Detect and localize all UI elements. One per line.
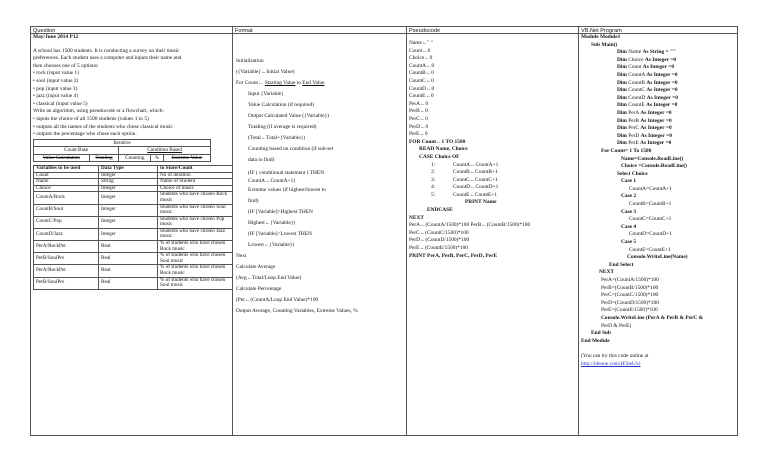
vb-dim-var: CountC (628, 87, 646, 94)
pseudo-case-num: 5: (431, 191, 436, 198)
vb-dim-init: =0 (665, 109, 672, 116)
vb-dim-kw: Dim (617, 87, 627, 94)
pseudo-case-stmt: CountE←CountE+1 (453, 191, 498, 198)
header-question: Question (30, 26, 233, 34)
option-line: • classical (input value 5) (33, 100, 88, 107)
pseudo-case-num: 3: (431, 176, 436, 183)
pseudo-for: FOR Count←1 TO 1500 (409, 138, 466, 145)
vb-dim-var: CountA (628, 71, 646, 78)
vb-end-module: End Module (581, 337, 610, 344)
vb-dim-init: =0 (671, 79, 678, 86)
var-store: Name of Student (158, 179, 233, 186)
var-name: PerA/RockPer (34, 241, 99, 253)
vb-dim-init: =0 (670, 56, 677, 63)
variables-table (33, 165, 233, 290)
fmt-extreme: Extreme values (if highest/lowest to (248, 187, 326, 193)
vb-dim-kw: Dim (617, 94, 627, 101)
vb-dim-type: As Integer (646, 71, 671, 78)
vb-dim-init: =0 (665, 125, 672, 132)
var-store: No of iteration (158, 172, 233, 179)
var-store: Students who have chosen Rock music (158, 192, 233, 204)
intro-line: preferences. Each student uses a computer and inputs their name and (33, 55, 182, 62)
question-text (31, 48, 232, 139)
vb-dim-init: =0 (666, 132, 672, 139)
vb-dim-line (617, 72, 737, 80)
req-line: • outputs the percentage who chose each option. (33, 131, 137, 138)
pseudo-case-stmt: CountD←CountD+1 (453, 184, 499, 191)
vb-case-stmt: CountE=CountE+1 (629, 246, 671, 253)
vbnet-column (579, 34, 738, 436)
var-name: CountC/Pop (34, 216, 99, 228)
vb-dim-line (617, 110, 737, 118)
vb-dim-line (617, 49, 737, 57)
var-header-name: Variables to be used (34, 165, 99, 172)
vb-dim-kw: Dim (617, 64, 627, 71)
intro-line: then chooses one of 5 options: (33, 62, 99, 69)
var-name: CountB/Soul (34, 204, 99, 216)
vb-case-stmt: CountA=CountA+1 (629, 185, 672, 192)
vb-online-note: (You can try this code online at (581, 353, 649, 360)
pseudo-case-stmt: CountA←CountA+1 (453, 161, 499, 168)
write-line: Write an algorithm, using pseudocode or a flowchart, which: (33, 108, 164, 115)
vb-dim-var: PerE (628, 140, 639, 147)
pseudo-per-line: PerA←(CountA/1500)*100 PerB←(CountB/1500)*100 (409, 222, 531, 229)
vb-name-read: Name=Console.ReadLine() (621, 155, 684, 162)
vb-dim-type: As Integer (646, 94, 671, 101)
pseudocode-column (407, 34, 579, 436)
pseudo-case-stmt: CountC←CountC+1 (453, 176, 498, 183)
var-store: Students who have chosen Soul music (158, 204, 233, 216)
iter-count-based: Count Base (34, 147, 119, 154)
iter-top: Iterative (34, 139, 211, 146)
vb-dim-type: As Integer (644, 56, 669, 63)
vb-dim-type: As Integer (646, 79, 671, 86)
vb-dim-type: As Integer (640, 140, 665, 147)
pseudo-case-line (409, 177, 578, 185)
vb-end-sub: End Sub (591, 330, 611, 337)
vb-per-line: PerE=(CountE/1500)*100 (601, 307, 658, 314)
var-header-store: to Store/Count (158, 165, 233, 172)
vb-dim-init: =0 (671, 71, 678, 78)
var-type: Integer (99, 204, 158, 216)
pseudo-init-line: Name←" " (409, 40, 434, 46)
vb-write-all-text: Console.WriteLine (PerA & PerB & PerC & (601, 314, 704, 321)
var-row (34, 216, 233, 228)
vb-case-label: Case 5 (621, 239, 637, 246)
pseudo-init-line: Count←0 (409, 47, 431, 54)
vb-case-label: Case 1 (621, 178, 637, 185)
iter-extreme: Extreme Value (163, 154, 210, 161)
vb-select: Select Choice (617, 170, 648, 177)
pseudo-init-line: PerD←0 (409, 123, 429, 130)
fmt-calc-avg: Calculate Average (236, 264, 276, 270)
var-store: Students who have chosen Jazz music (158, 228, 233, 240)
vb-dim-line (617, 64, 737, 72)
pseudo-init-line: CountA←0 (409, 62, 435, 69)
var-store: % of students who have chosen Rock music (158, 241, 233, 253)
var-name: CountA/Rock (34, 192, 99, 204)
option-line: • soul (input value 2) (33, 77, 79, 84)
var-store: Students who have chosen Pop music (158, 216, 233, 228)
vb-choice-read: Choice =Console.ReadLine() (621, 163, 687, 170)
pseudo-init-line: CountE←0 (409, 93, 434, 100)
fmt-calc-pct: Calculate Percentage (236, 286, 282, 292)
var-row (34, 241, 233, 253)
vb-dim-kw: Dim (617, 125, 627, 132)
vb-dim-var: PerB (628, 117, 640, 124)
vb-dim-type: As Integer (646, 87, 671, 94)
vb-case-stmt: CountD=CountD+1 (629, 231, 672, 238)
pseudo-case-line (409, 162, 578, 170)
vb-end-select: End Select (609, 261, 634, 268)
document-page (30, 26, 738, 436)
vb-module: Module Module1 (581, 34, 621, 40)
vb-dim-init: =0 (665, 140, 672, 147)
header-vbnet: VB.Net Program (579, 26, 738, 34)
vb-dim-kw: Dim (617, 109, 627, 116)
fmt-totaling: Totaling (if average is required) (248, 124, 317, 130)
pseudo-endcase: ENDCASE (427, 207, 453, 214)
vb-dim-init: =0 (672, 94, 678, 101)
vb-dim-kw: Dim (617, 132, 627, 139)
vb-case-stmt: CountB=CountB+1 (629, 201, 672, 208)
var-row (34, 192, 233, 204)
pseudo-cases-block (409, 162, 578, 200)
var-type: Integer (99, 185, 158, 192)
var-store: Choice of music (158, 185, 233, 192)
vb-write-name: Console.WriteLine(Name) (627, 254, 688, 261)
req-line: • outputs all the names of the students who chose classical music (33, 123, 173, 130)
vb-per-line: PerB=(CountB/1500)*100 (601, 284, 659, 291)
pseudo-print-name: PRINT Name (465, 199, 497, 206)
fmt-total-expr: (Total←Total+{Variable}) (248, 135, 306, 141)
fmt-if-low: (IF [Variable]<Lowest THEN (248, 231, 313, 237)
var-name: CountD/Jazz (34, 228, 99, 240)
fmt-init-value: ({Variable}←Initial Value) (236, 69, 295, 75)
fmt-value-calc: Value Calculation (if required) (248, 102, 315, 108)
fmt-for (236, 78, 406, 89)
vb-dim-line (617, 95, 737, 103)
var-name: Count (34, 172, 99, 179)
fmt-if-cond: (IF ( conditional statement ) THEN (248, 170, 325, 176)
fmt-count-inc: CountA←CountA+1) (248, 178, 296, 184)
var-name: PerB/SoulPer (34, 253, 99, 265)
vb-dim-type: As Integer (640, 117, 665, 124)
fmt-avg-expr: (Avg←Total/Loop End Value) (236, 275, 302, 281)
vb-per-line: PerD=(CountD/1500)*100 (601, 299, 659, 306)
var-row (34, 277, 233, 289)
iter-counting: Counting (119, 154, 151, 161)
vb-dim-var: CountD (628, 94, 646, 101)
vb-per-line: PerC=(CountC/1500)*100 (601, 292, 659, 299)
pseudo-init-line: PerB←0 (409, 108, 428, 115)
vb-dims-block (581, 49, 737, 148)
vb-dim-init: =0 (671, 102, 678, 109)
vb-dim-type: As Integer (642, 64, 667, 71)
var-name: Choice (34, 185, 99, 192)
pseudo-init-line: CountC←0 (409, 77, 434, 84)
vb-dim-line (617, 87, 737, 95)
iter-value-calc: Value Calculation (34, 154, 90, 161)
vb-dim-kw: Dim (617, 56, 627, 63)
pseudo-case-num: 2: (431, 169, 436, 176)
pseudo-case-num: 1: (431, 161, 436, 168)
fmt-lowest: Lowest←{Variable}) (248, 242, 295, 248)
iter-percent: % (151, 154, 163, 161)
vb-dim-kw: Dim (617, 79, 627, 86)
var-store: % of students who have chosen Soul music (158, 277, 233, 289)
option-line: • jazz (input value 4) (33, 93, 78, 100)
pseudo-next: NEXT (409, 214, 424, 221)
var-type: Real (99, 253, 158, 265)
var-type: Real (99, 277, 158, 289)
pseudo-per-line: PerC←(CountC/1500)*100 (409, 229, 469, 236)
var-name: PerB/SoulPer (34, 277, 99, 289)
format-column (233, 34, 407, 436)
var-name: PerA/RockPer (34, 265, 99, 277)
var-row (34, 204, 233, 216)
ideone-link[interactable]: http://ideone.com/H5beUx) (581, 360, 641, 367)
pseudo-case-stmt: CountB←CountB+1 (453, 169, 498, 176)
fmt-for-start: Starting Value (264, 80, 296, 86)
vb-cases-block (581, 178, 737, 254)
vb-dim-var: PerD (628, 132, 640, 139)
var-type: Real (99, 265, 158, 277)
vb-dim-type: As Integer (640, 132, 665, 139)
vb-dim-kw: Dim (617, 140, 627, 147)
pseudo-init-line: PerE←0 (409, 131, 428, 138)
header-pseudocode: Pseudocode (407, 26, 579, 34)
vb-dim-init: =0 (671, 87, 678, 94)
fmt-for-to: to (296, 80, 301, 86)
var-type: String (99, 179, 158, 186)
vb-dim-var: PerC (628, 125, 640, 132)
var-row (34, 228, 233, 240)
vb-dim-line (617, 80, 737, 88)
vb-case-stmt: CountC=CountC+1 (629, 216, 672, 223)
vb-dim-var: PerA (628, 109, 640, 116)
fmt-for-end: End Value (302, 80, 325, 86)
vb-dim-line (617, 140, 737, 148)
pseudo-init-line: PerA←0 (409, 100, 429, 107)
vb-dim-init: = "" (665, 49, 676, 56)
var-header-type: Data Type (99, 165, 158, 172)
pseudo-per-line: PerE←(CountE/1500)*100 (409, 245, 468, 252)
pseudo-case: CASE Choice OF (419, 153, 460, 160)
pseudo-init-line: Choice←0 (409, 55, 433, 62)
pseudo-per-line: PerD←(CountD/1500)*100 (409, 237, 470, 244)
vb-write-all (581, 315, 737, 323)
pseudo-init-line: PerC←0 (409, 115, 428, 122)
var-type: Integer (99, 216, 158, 228)
vb-next: NEXT (599, 269, 614, 276)
intro-line: A school has 1500 students. It is conducting a survey on their music (33, 47, 180, 54)
var-row (34, 265, 233, 277)
fmt-for-prefix: For Count← (236, 80, 264, 86)
var-store: % of students who have chosen Soul music (158, 253, 233, 265)
vb-case-label: Case 2 (621, 193, 637, 200)
fmt-highest: Highest←{Variable}) (248, 220, 296, 226)
vb-per-line: PerA=(CountA/1500)*100 (601, 277, 659, 283)
vb-dim-kw: Dim (617, 102, 627, 109)
req-line: • inputs the choice of all 1500 students (values 1 to 5) (33, 115, 149, 122)
fmt-input: Input {Variable} (248, 91, 284, 97)
vb-case-label: Case 3 (621, 208, 637, 215)
vb-dim-line (617, 102, 737, 110)
pseudo-case-line (409, 169, 578, 177)
fmt-pct-expr: (Per←(CountA/Loop End Value)*100 (236, 297, 319, 303)
fmt-initialization: Initialization (236, 58, 264, 64)
fmt-output-calc: Output Calculated Value ({Variable}) (248, 113, 329, 119)
fmt-counting: Counting based on condition (if sub-set (248, 146, 334, 152)
pseudo-init-block (409, 40, 578, 139)
var-store: % of students who have chosen Rock music (158, 265, 233, 277)
vb-dim-type: As Integer (646, 102, 671, 109)
iter-totaling: Totaling (89, 154, 118, 161)
vb-dim-line (617, 133, 737, 141)
pseudo-case-line (409, 192, 578, 200)
vb-dim-line (617, 57, 737, 65)
vb-dim-init: =0 (665, 117, 672, 124)
vb-dim-var: Count (628, 64, 642, 71)
pseudo-case-num: 4: (431, 184, 436, 191)
vb-case-label: Case 4 (621, 223, 637, 230)
var-type: Integer (99, 172, 158, 179)
option-line: • rock (input value 1) (33, 70, 79, 77)
vb-dim-kw: Dim (617, 117, 627, 124)
pseudo-init-line: CountB←0 (409, 70, 434, 77)
pseudo-read (409, 146, 578, 154)
option-line: • pop (input value 3) (33, 85, 78, 92)
fmt-next: Next (236, 253, 247, 259)
fmt-output: Output Average, Counting Variables, Extreme Values, % (236, 308, 358, 314)
fmt-counting2: data to find) (248, 157, 275, 163)
var-type: Real (99, 241, 158, 253)
vb-dim-var: Choice (628, 56, 644, 63)
vb-write-all2: PerD & PerE) (601, 322, 632, 329)
vb-dim-kw: Dim (617, 71, 627, 78)
vb-dim-type: As Integer (640, 109, 665, 116)
vb-dim-kw: Dim (617, 49, 627, 56)
pseudo-print-all: PRINT PerA, PerB, PerC, PerD, PerE (409, 252, 498, 259)
iter-condition-based: Condition Based (119, 147, 211, 154)
vb-dim-line (617, 125, 737, 133)
var-type: Integer (99, 192, 158, 204)
pseudo-read-text: READ Name, Choice (419, 146, 468, 153)
vb-per-block (581, 277, 737, 315)
vb-sub: Sub Main() (591, 41, 618, 48)
var-row (34, 179, 233, 186)
fmt-extreme2: find) (248, 198, 259, 204)
header-format: Format (233, 26, 407, 34)
vb-dim-line (617, 118, 737, 126)
var-type: Integer (99, 228, 158, 240)
vb-dim-var: CountE (628, 102, 645, 109)
var-row (34, 172, 233, 179)
pseudo-init-line: CountD←0 (409, 85, 435, 92)
pseudo-case-line (409, 184, 578, 192)
vb-dim-type: As Integer (640, 125, 665, 132)
question-title: May/June 2014 P12 (33, 34, 79, 40)
vb-dim-init: =0 (668, 64, 675, 71)
fmt-if-high: (IF [Variable]>Highest THEN (248, 209, 313, 215)
vb-dim-var: CountB (628, 79, 646, 86)
question-column (30, 34, 233, 436)
iteration-table (33, 139, 211, 162)
vb-dim-var: Name (628, 49, 642, 56)
var-name: Name (34, 179, 99, 186)
vb-for: For Count= 1 To 1500 (601, 147, 652, 154)
vb-dim-type: As String (642, 49, 665, 56)
